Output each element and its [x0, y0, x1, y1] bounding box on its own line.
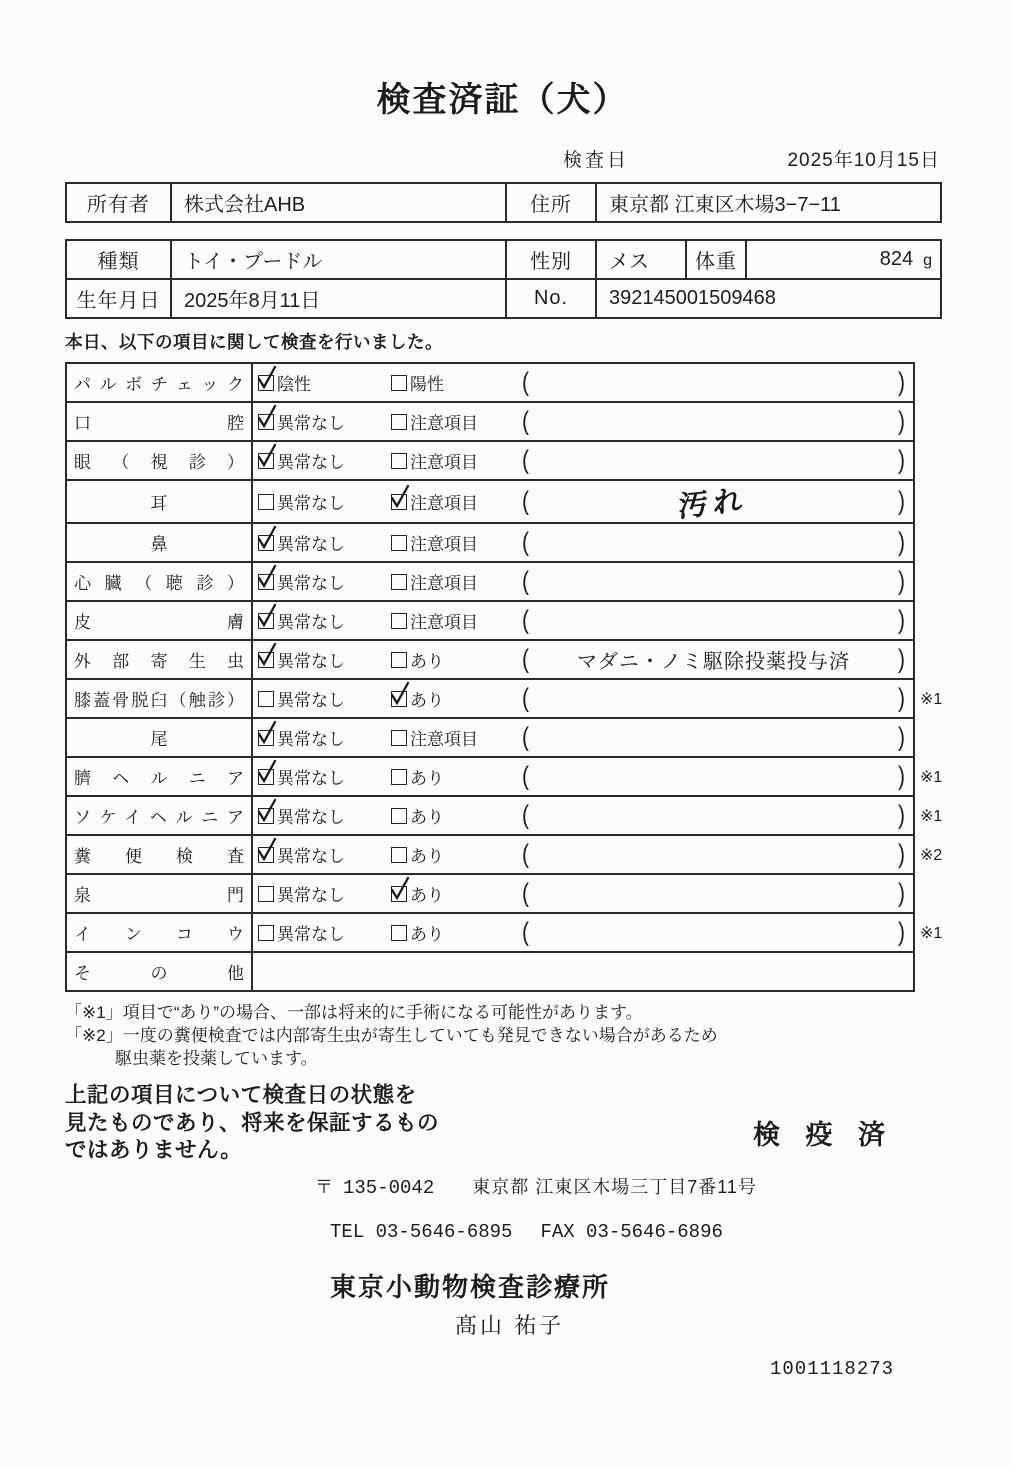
quarantine-stamp: 検 疫 済: [752, 1119, 894, 1150]
item-label: 口腔: [66, 402, 252, 441]
item-label: 臍ヘルニア: [66, 757, 252, 796]
option1-label: 異常なし: [277, 925, 345, 944]
checklist-row: [66, 757, 914, 796]
clinic-tel: TEL 03-5646-6895: [330, 1220, 513, 1243]
checklist-row: [66, 562, 914, 601]
option2-group: [391, 686, 522, 711]
option2-label: あり: [410, 652, 444, 671]
option1-label: 異常なし: [277, 453, 345, 472]
owner-row: [66, 183, 941, 222]
birth-value: 2025年8月11日: [171, 279, 506, 318]
inspection-date-row: [65, 145, 940, 172]
inspection-date-value: 2025年10月15日: [787, 150, 940, 171]
item-label: 泉門: [66, 874, 252, 913]
option1-group: [258, 530, 391, 555]
address-label: 住所: [506, 183, 596, 222]
item-label: 心臓（聴診）: [66, 562, 252, 601]
checklist-row: [66, 913, 914, 952]
option1-label: 異常なし: [277, 886, 345, 905]
option1-label: 異常なし: [277, 613, 345, 632]
owner-table: [65, 182, 942, 223]
checklist-row: [66, 679, 914, 718]
clinic-fax: FAX 03-5646-6896: [540, 1220, 723, 1243]
option1-group: [258, 569, 391, 594]
note-paren-close: ): [898, 367, 905, 397]
item-result: [252, 718, 914, 757]
note-paren-close: ): [898, 445, 905, 475]
option2-label: 注意項目: [410, 574, 478, 593]
note-paren-open: (: [522, 917, 529, 947]
option1-group: [258, 647, 391, 672]
option2-group: [391, 842, 522, 867]
option1-label: 異常なし: [277, 535, 345, 554]
note-paren-close: ): [898, 878, 905, 908]
note-paren-close: ): [898, 406, 905, 436]
note-paren-close: ): [898, 800, 905, 830]
footnote-ref: ※2: [920, 846, 943, 864]
checklist-body: [66, 363, 943, 991]
footnote-1: 「※1」項目で“あり”の場合、一部は将来的に手術になる可能性があります。: [65, 1003, 643, 1022]
sex-label: 性別: [506, 240, 596, 279]
option1-checkbox: [258, 925, 274, 941]
option1-checkbox: [258, 453, 274, 469]
footnote-ref: ※1: [920, 690, 943, 708]
option2-checkbox: [391, 375, 407, 391]
option1-group: [258, 920, 391, 945]
option1-label: 陰性: [277, 375, 311, 394]
owner-value: 株式会社AHB: [171, 183, 506, 222]
item-result: [252, 480, 914, 523]
option2-label: 注意項目: [410, 494, 478, 513]
veterinarian-name: 髙山 祐子: [455, 1312, 565, 1338]
check-icon: [388, 483, 412, 509]
note-paren-close: ): [898, 644, 905, 674]
item-result: [252, 601, 914, 640]
disclaimer-line-1: 上記の項目について検査日の状態を: [65, 1083, 417, 1107]
checklist-row: [66, 640, 914, 679]
checklist-table: [65, 362, 943, 992]
option1-group: [258, 448, 391, 473]
option2-group: [391, 530, 522, 555]
option1-group: [258, 803, 391, 828]
note-paren-close: ): [898, 486, 905, 516]
option1-label: 異常なし: [277, 769, 345, 788]
checklist-row: [66, 874, 914, 913]
option1-checkbox: [258, 574, 274, 590]
option2-group: [391, 881, 522, 906]
option2-checkbox: [391, 808, 407, 824]
option1-checkbox: [258, 414, 274, 430]
check-icon: [255, 602, 279, 628]
check-icon: [255, 641, 279, 667]
owner-label: 所有者: [66, 183, 171, 222]
checklist-row: [66, 835, 914, 874]
option2-checkbox: [391, 769, 407, 785]
item-label: 糞便検査: [66, 835, 252, 874]
disclaimer-line-3: ではありません。: [65, 1138, 243, 1162]
note-paren-open: (: [522, 445, 529, 475]
option1-group: [258, 725, 391, 750]
clinic-address-line: [65, 1173, 940, 1199]
option1-group: [258, 608, 391, 633]
checklist-row: [66, 601, 914, 640]
item-result: [252, 835, 943, 874]
option2-group: [391, 569, 522, 594]
item-result: [252, 562, 914, 601]
weight-value: [746, 240, 941, 279]
option1-checkbox: [258, 730, 274, 746]
option2-checkbox: [391, 925, 407, 941]
note-paren-open: (: [522, 527, 529, 557]
note-paren-close: ): [898, 683, 905, 713]
option2-checkbox: [391, 574, 407, 590]
option2-label: あり: [410, 886, 444, 905]
option2-group: [391, 725, 522, 750]
option2-label: あり: [410, 769, 444, 788]
checklist-row: [66, 363, 914, 402]
option1-label: 異常なし: [277, 494, 345, 513]
option2-checkbox: [391, 886, 407, 902]
option2-label: 陽性: [410, 375, 444, 394]
check-icon: [255, 836, 279, 862]
footnote-ref: ※1: [920, 768, 943, 786]
sex-value: メス: [596, 240, 686, 279]
note-paren-open: (: [522, 722, 529, 752]
option2-group: [391, 489, 522, 514]
option2-checkbox: [391, 691, 407, 707]
option2-group: [391, 764, 522, 789]
check-icon: [388, 875, 412, 901]
option2-checkbox: [391, 414, 407, 430]
option1-label: 異常なし: [277, 847, 345, 866]
item-note: 汚れ: [678, 482, 749, 524]
disclaimer-text: [65, 1082, 439, 1165]
option1-label: 異常なし: [277, 730, 345, 749]
postal-mark-icon: 〒: [315, 1176, 333, 1197]
checklist-row: [66, 718, 914, 757]
option2-label: あり: [410, 808, 444, 827]
serial-number: 1001118273: [770, 1357, 895, 1380]
option1-label: 異常なし: [277, 691, 345, 710]
checklist-row: [66, 523, 914, 562]
note-paren-open: (: [522, 486, 529, 516]
option2-group: [391, 803, 522, 828]
option2-checkbox: [391, 494, 407, 510]
option2-checkbox: [391, 613, 407, 629]
intro-text: 本日、以下の項目に関して検査を行いました。: [65, 332, 443, 352]
note-paren-close: ): [898, 566, 905, 596]
clinic-address: 東京都 江東区木場三丁目7番11号: [472, 1176, 757, 1197]
check-icon: [255, 442, 279, 468]
weight-label: 体重: [686, 240, 746, 279]
option1-group: [258, 686, 391, 711]
item-result: [252, 796, 943, 835]
option2-label: あり: [410, 847, 444, 866]
footnote-ref: ※1: [920, 924, 943, 942]
checklist-row: [66, 952, 914, 991]
option1-label: 異常なし: [277, 652, 345, 671]
item-result: [252, 402, 914, 441]
checklist-row: [66, 402, 914, 441]
option1-label: 異常なし: [277, 414, 345, 433]
note-paren-open: (: [522, 406, 529, 436]
item-label: ソケイヘルニア: [66, 796, 252, 835]
option1-label: 異常なし: [277, 808, 345, 827]
check-icon: [388, 680, 412, 706]
item-result: [252, 363, 914, 402]
footnote-2: 「※2」一度の糞便検査では内部寄生虫が寄生していても発見できない場合があるため: [65, 1026, 718, 1045]
option2-group: [391, 920, 522, 945]
item-result: [252, 952, 914, 991]
option1-checkbox: [258, 613, 274, 629]
note-paren-open: (: [522, 800, 529, 830]
option2-group: [391, 409, 522, 434]
option1-group: [258, 489, 391, 514]
note-paren-open: (: [522, 644, 529, 674]
option2-group: [391, 370, 522, 395]
birth-row: [66, 279, 941, 318]
option2-checkbox: [391, 535, 407, 551]
item-label: その他: [66, 952, 252, 991]
item-result: [252, 757, 943, 796]
id-number-label: No.: [506, 279, 596, 318]
id-number-value: 392145001509468: [596, 279, 941, 318]
weight-number: 824: [879, 248, 914, 270]
option1-group: [258, 370, 391, 395]
option2-checkbox: [391, 652, 407, 668]
check-icon: [255, 758, 279, 784]
item-label: 眼（視診）: [66, 441, 252, 480]
item-result: [252, 679, 943, 718]
note-paren-open: (: [522, 605, 529, 635]
note-paren-open: (: [522, 566, 529, 596]
option2-checkbox: [391, 453, 407, 469]
option1-checkbox: [258, 494, 274, 510]
option1-group: [258, 764, 391, 789]
option2-group: [391, 448, 522, 473]
item-result: [252, 523, 914, 562]
item-result: [252, 640, 914, 679]
option1-checkbox: [258, 808, 274, 824]
option2-group: [391, 608, 522, 633]
note-paren-close: ): [898, 761, 905, 791]
check-icon: [255, 364, 279, 390]
note-paren-close: ): [898, 839, 905, 869]
option2-label: あり: [410, 925, 444, 944]
option1-checkbox: [258, 375, 274, 391]
item-label: 尾: [66, 718, 252, 757]
check-icon: [255, 403, 279, 429]
note-paren-open: (: [522, 839, 529, 869]
option2-label: 注意項目: [410, 414, 478, 433]
note-paren-close: ): [898, 527, 905, 557]
clinic-phone-line: [65, 1221, 940, 1243]
disclaimer-row: [65, 1082, 940, 1165]
note-paren-close: ): [898, 605, 905, 635]
option1-group: [258, 881, 391, 906]
footnotes: [65, 1001, 940, 1070]
option1-label: 異常なし: [277, 574, 345, 593]
check-icon: [255, 563, 279, 589]
weight-unit: g: [923, 252, 932, 269]
option1-checkbox: [258, 652, 274, 668]
option1-checkbox: [258, 535, 274, 551]
note-paren-open: (: [522, 683, 529, 713]
breed-value: トイ・プードル: [171, 240, 506, 279]
page-title: 検査済証（犬）: [376, 81, 629, 119]
option1-checkbox: [258, 847, 274, 863]
breed-row: [66, 240, 941, 279]
check-icon: [255, 524, 279, 550]
item-label: 鼻: [66, 523, 252, 562]
item-label: 皮膚: [66, 601, 252, 640]
disclaimer-line-2: 見たものであり、将来を保証するもの: [65, 1110, 440, 1135]
item-result: [252, 913, 943, 952]
birth-label: 生年月日: [66, 279, 171, 318]
note-paren-close: ): [898, 722, 905, 752]
item-result: [252, 874, 914, 913]
item-label: 膝蓋骨脱臼（触診）: [66, 679, 252, 718]
breed-label: 種類: [66, 240, 171, 279]
postal-code: 135-0042: [343, 1176, 435, 1199]
clinic-name: 東京小動物検査診療所: [330, 1271, 611, 1302]
option2-label: 注意項目: [410, 453, 478, 472]
option2-label: 注意項目: [410, 730, 478, 749]
item-label: インコウ: [66, 913, 252, 952]
option1-group: [258, 842, 391, 867]
option2-group: [391, 647, 522, 672]
note-paren-open: (: [522, 367, 529, 397]
checklist-row: [66, 796, 914, 835]
item-label: パルボチェック: [66, 363, 252, 402]
address-value: 東京都 江東区木場3−7−11: [596, 183, 941, 222]
option2-label: 注意項目: [410, 535, 478, 554]
option2-label: 注意項目: [410, 613, 478, 632]
item-note: マダニ・ノミ駆除投薬投与済: [577, 651, 850, 673]
item-label: 耳: [66, 480, 252, 523]
footnote-2-continued: 駆虫薬を投薬しています。: [115, 1049, 318, 1068]
inspection-date-label: 検査日: [563, 150, 630, 171]
note-paren-open: (: [522, 761, 529, 791]
note-paren-open: (: [522, 878, 529, 908]
option1-checkbox: [258, 886, 274, 902]
check-icon: [255, 797, 279, 823]
option1-checkbox: [258, 769, 274, 785]
option1-checkbox: [258, 691, 274, 707]
checklist-row: [66, 480, 914, 523]
option1-group: [258, 409, 391, 434]
footnote-ref: ※1: [920, 807, 943, 825]
item-label: 外部寄生虫: [66, 640, 252, 679]
option2-checkbox: [391, 847, 407, 863]
pet-table: [65, 239, 942, 319]
option2-label: あり: [410, 691, 444, 710]
option2-checkbox: [391, 730, 407, 746]
note-paren-close: ): [898, 917, 905, 947]
check-icon: [255, 719, 279, 745]
